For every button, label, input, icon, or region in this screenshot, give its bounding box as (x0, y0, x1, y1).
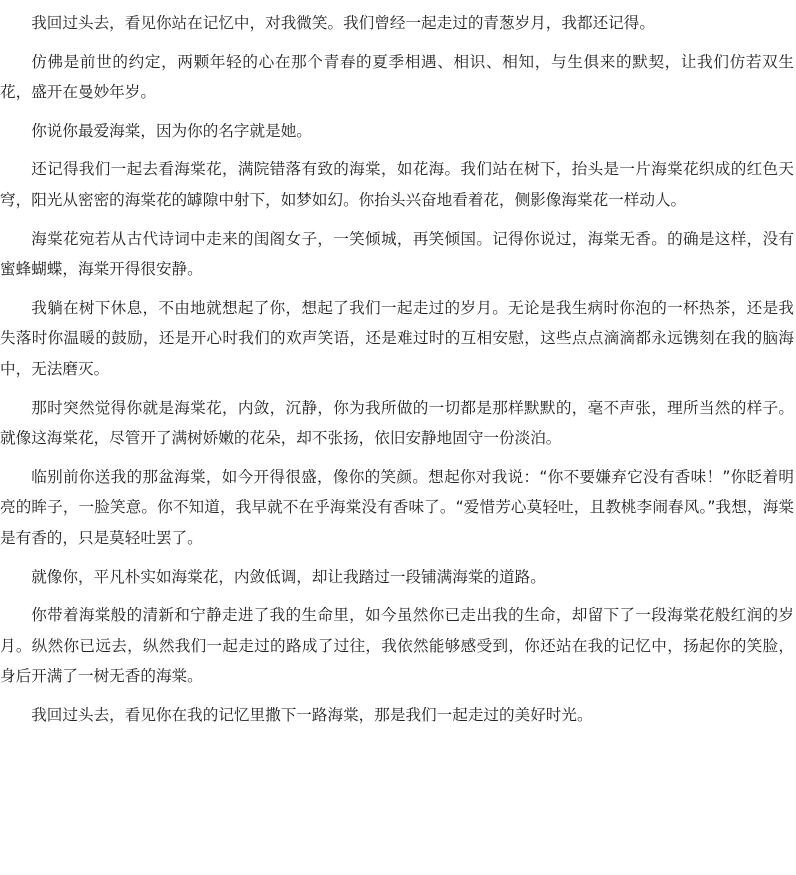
paragraph-6: 我躺在树下休息，不由地就想起了你，想起了我们一起走过的岁月。无论是我生病时你泡的一杯热茶，还是我失落时你温暖的鼓励，还是开心时我们的欢声笑语，还是难过时的互相安慰，这些点点滴滴都永远镌刻在我的脑海中，无法磨灭。 (0, 298, 794, 378)
paragraph-7: 那时突然觉得你就是海棠花，内敛，沉静，你为我所做的一切都是那样默默的，毫不声张，理所当然的样子。就像这海棠花，尽管开了满树娇嫩的花朵，却不张扬，依旧安静地固守一份淡泊。 (0, 398, 794, 448)
paragraph-5: 海棠花宛若从古代诗词中走来的闺阁女子，一笑倾城，再笑倾国。记得你说过，海棠无香。的确是这样，没有蜜蜂蝴蝶，海棠开得很安静。 (0, 229, 794, 279)
paragraph-1: 我回过头去，看见你站在记忆中，对我微笑。我们曾经一起走过的青葱岁月，我都还记得。 (31, 14, 655, 32)
paragraph-4: 还记得我们一起去看海棠花，满院错落有致的海棠，如花海。我们站在树下，抬头是一片海棠花织成的红色天穹，阳光从密密的海棠花的罅隙中射下，如梦如幻。你抬头兴奋地看着花，侧影像海棠花一样动人。 (0, 160, 794, 209)
paragraph-11: 我回过头去，看见你在我的记忆里撒下一路海棠，那是我们一起走过的美好时光。 (31, 705, 593, 724)
paragraph-10: 你带着海棠般的清新和宁静走进了我的生命里，如今虽然你已走出我的生命，却留下了一段海棠花般红润的岁月。纵然你已远去，纵然我们一起走过的路成了过往，我依然能够感受到，你还站在我的记忆中，扬起你的笑脸，身后开满了一树无香的海棠。 (0, 606, 794, 686)
paragraph-9: 就像你，平凡朴实如海棠花，内敛低调，却让我踏过一段铺满海棠的道路。 (31, 567, 546, 586)
paragraph-8: 临别前你送我的那盆海棠，如今开得很盛，像你的笑颜。想起你对我说：“你不要嫌弃它没有香味！”你眨着明亮的眸子，一脸笑意。你不知道，我早就不在乎海棠没有香味了。“爱惜芳心莫轻吐，且教桃李闹春风。”我想，海棠是有香的，只是莫轻吐罢了。 (0, 467, 794, 547)
paragraph-2: 仿佛是前世的约定，两颗年轻的心在那个青春的夏季相遇、相识、相知，与生俱来的默契，让我们仿若双生花，盛开在曼妙年岁。 (0, 52, 794, 102)
paragraph-3: 你说你最爱海棠，因为你的名字就是她。 (31, 121, 312, 140)
